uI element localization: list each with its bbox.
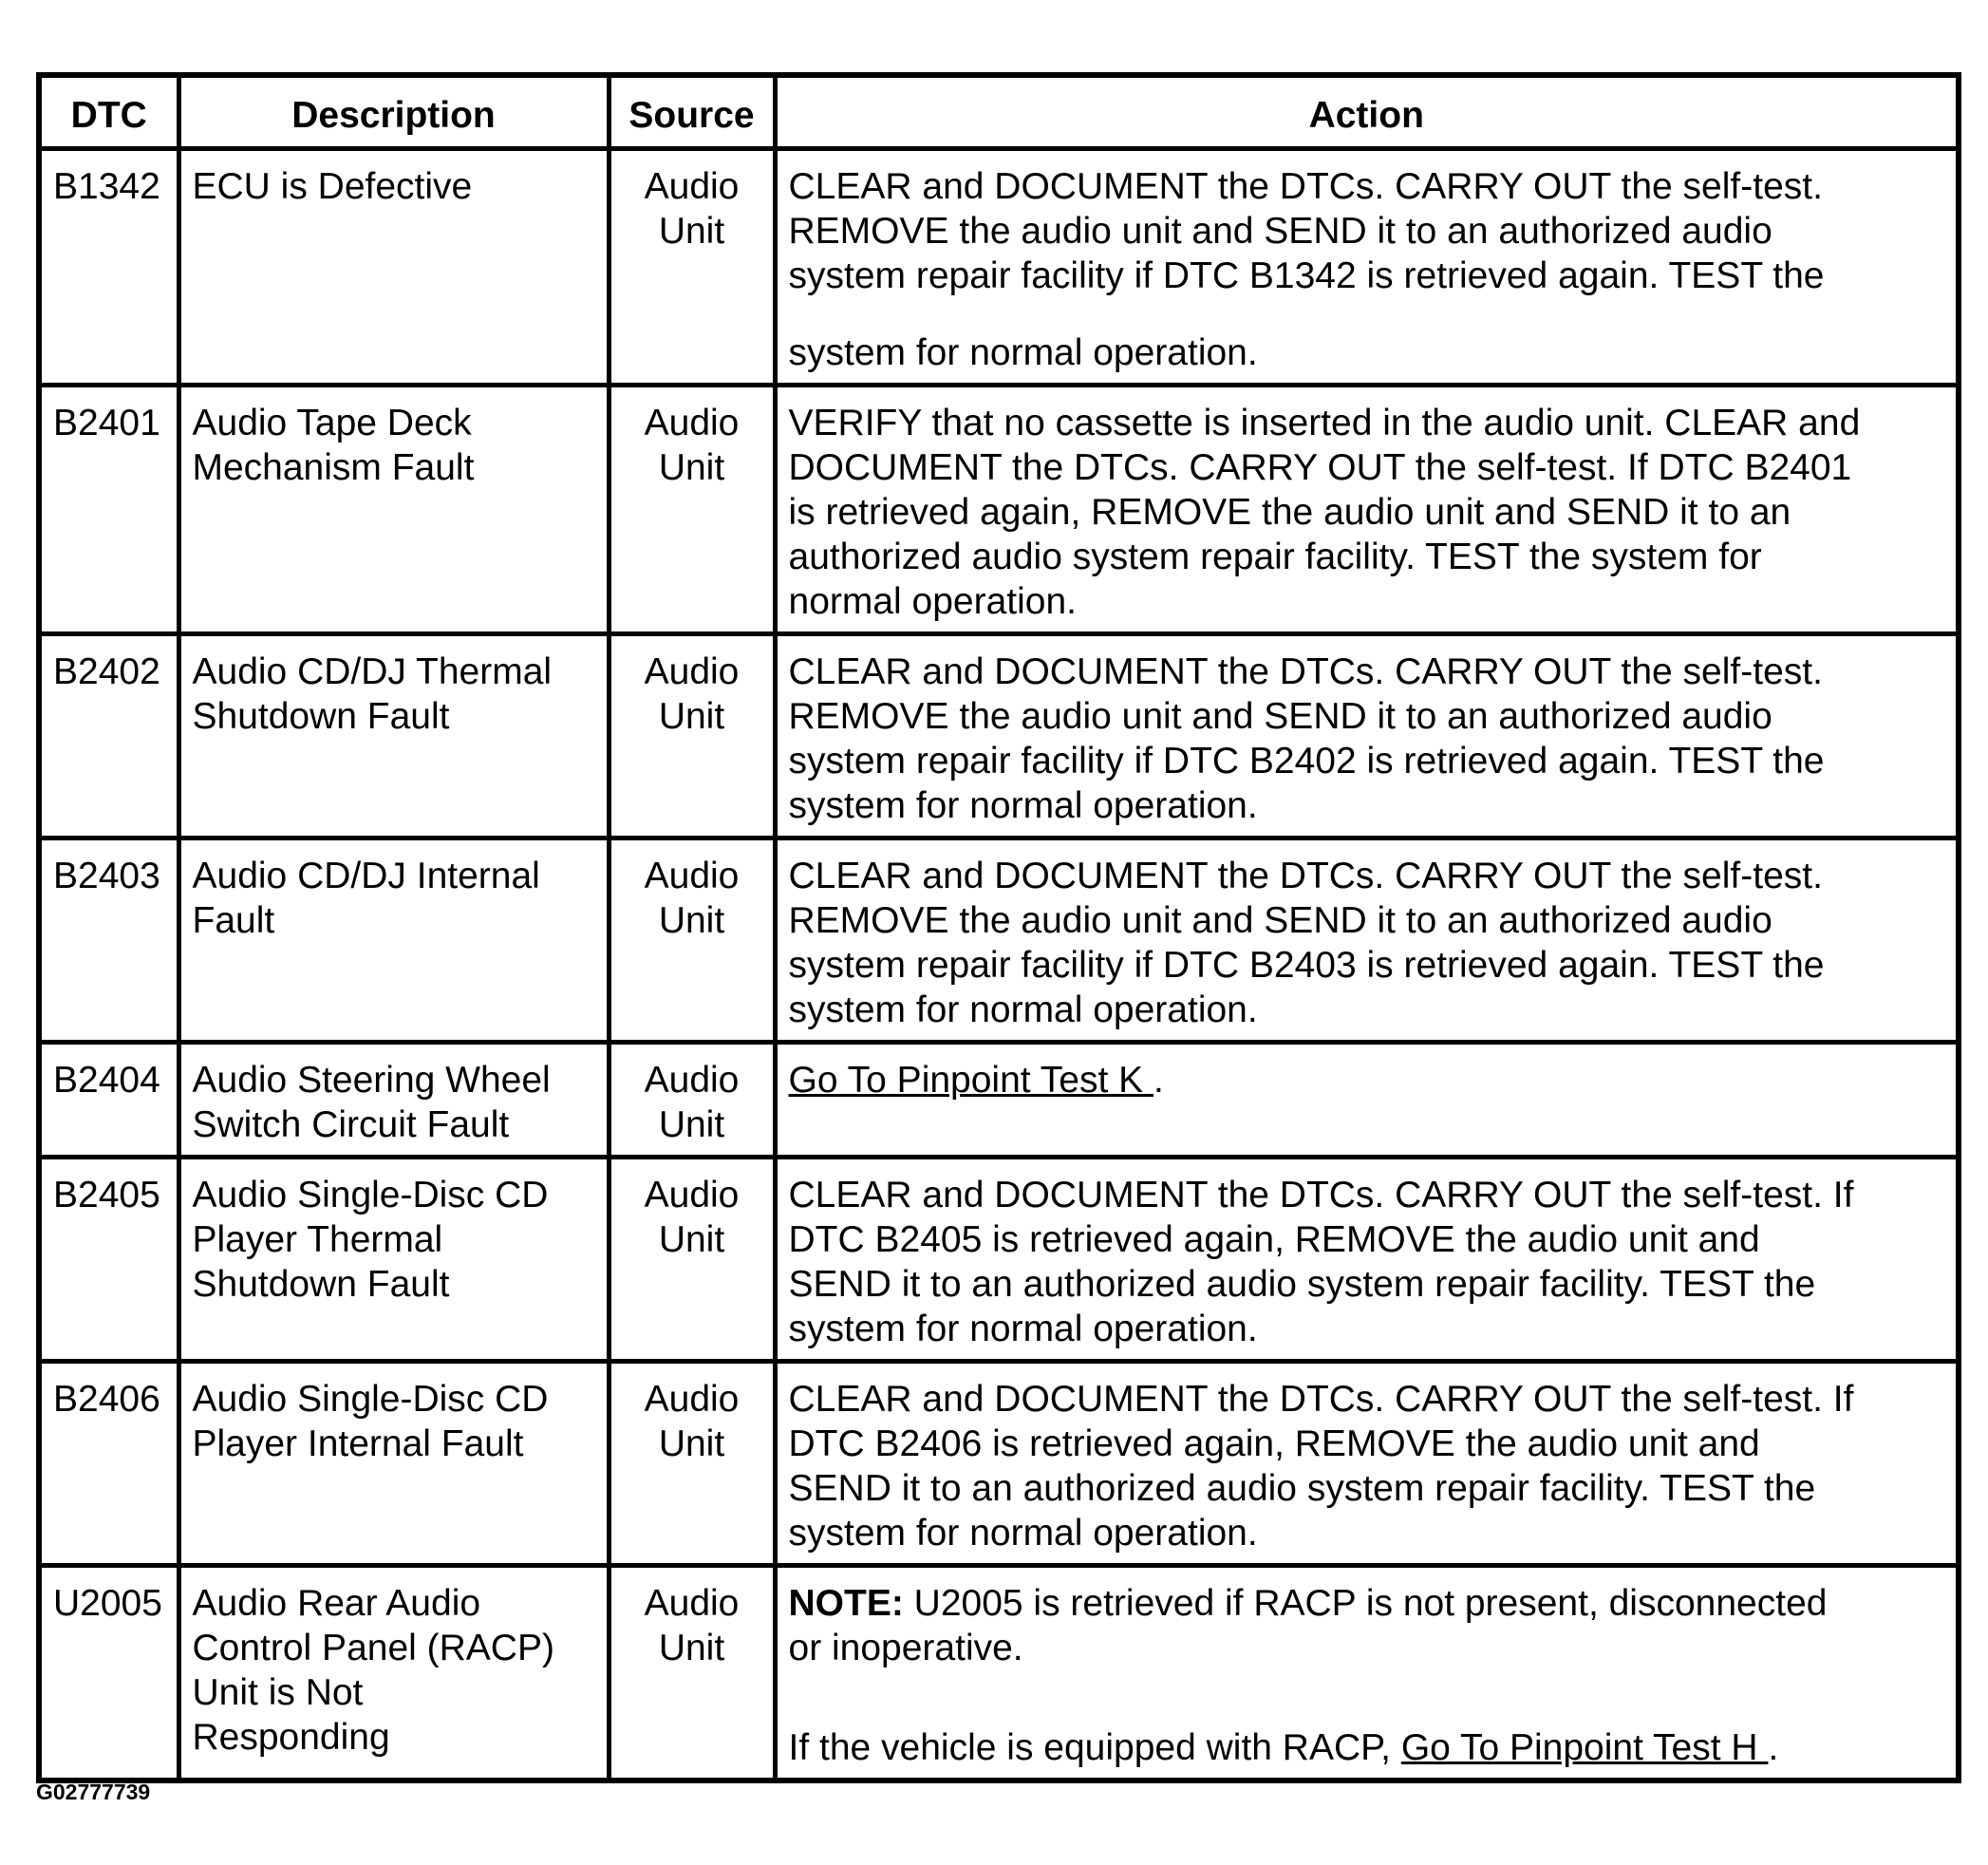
action-line <box>789 1058 1945 1102</box>
dtc-action <box>775 1043 1959 1158</box>
source-line: Audio <box>644 1583 740 1624</box>
dtc-code: B2402 <box>39 634 178 838</box>
dtc-source <box>609 1043 775 1158</box>
dtc-code: B2405 <box>39 1158 178 1362</box>
action-line: REMOVE the audio unit and SEND it to an authorized audio <box>788 211 1772 252</box>
table-row <box>39 1158 1959 1362</box>
dtc-source <box>609 1566 775 1781</box>
dtc-action <box>775 838 1959 1043</box>
dtc-action <box>775 1158 1959 1362</box>
source-line: Unit <box>658 1628 725 1668</box>
table-row <box>39 634 1959 838</box>
dtc-code: B2403 <box>39 838 178 1043</box>
source-line: Audio <box>644 1379 740 1420</box>
description-line: Fault <box>192 900 275 941</box>
dtc-source <box>609 1158 775 1362</box>
description-line: Responding <box>192 1717 390 1758</box>
figure-id: G02777739 <box>36 1780 151 1804</box>
dtc-code: U2005 <box>39 1566 178 1781</box>
source-line: Unit <box>658 1104 725 1145</box>
table-row <box>39 1362 1959 1566</box>
note-line <box>789 1581 1945 1626</box>
action-line: CLEAR and DOCUMENT the DTCs. CARRY OUT the self-test. <box>788 166 1823 207</box>
dtc-source <box>609 386 775 634</box>
action-line: SEND it to an authorized audio system repair facility. TEST the <box>788 1468 1816 1509</box>
dtc-source <box>609 634 775 838</box>
action-line: system for normal operation. <box>788 785 1258 826</box>
description-line: Mechanism Fault <box>192 447 475 488</box>
action-suffix: . <box>1768 1727 1779 1768</box>
dtc-table <box>36 72 1961 1783</box>
description-line: Audio Single-Disc CD <box>192 1175 549 1215</box>
dtc-description <box>178 1362 609 1566</box>
pinpoint-test-k-link[interactable]: Go To Pinpoint Test K <box>788 1060 1153 1101</box>
note-line: or inoperative. <box>788 1628 1023 1668</box>
source-line: Audio <box>644 1060 740 1101</box>
table-row <box>39 1043 1959 1158</box>
source-line: Unit <box>658 211 725 252</box>
action-line: CLEAR and DOCUMENT the DTCs. CARRY OUT the self-test. <box>788 856 1823 896</box>
action-line: DOCUMENT the DTCs. CARRY OUT the self-test. If DTC B2401 <box>788 447 1852 488</box>
dtc-code: B1342 <box>39 149 178 386</box>
action-line: DTC B2405 is retrieved again, REMOVE the audio unit and <box>788 1219 1760 1260</box>
description-line: Audio Rear Audio <box>192 1583 481 1624</box>
action-line: system for normal operation. <box>788 1513 1258 1554</box>
action-line: REMOVE the audio unit and SEND it to an authorized audio <box>788 900 1772 941</box>
dtc-action <box>775 386 1959 634</box>
action-line: authorized audio system repair facility. TEST the system for <box>788 537 1762 577</box>
dtc-description <box>178 1566 609 1781</box>
dtc-description <box>178 634 609 838</box>
source-line: Audio <box>644 1175 740 1215</box>
description-line: Shutdown Fault <box>192 1264 450 1305</box>
action-line: system repair facility if DTC B2403 is retrieved again. TEST the <box>788 945 1825 986</box>
dtc-action <box>775 634 1959 838</box>
table-row <box>39 386 1959 634</box>
dtc-description <box>178 1158 609 1362</box>
pinpoint-test-h-link[interactable]: Go To Pinpoint Test H <box>1400 1727 1769 1768</box>
dtc-source <box>609 149 775 386</box>
source-line: Audio <box>644 166 740 207</box>
action-line: CLEAR and DOCUMENT the DTCs. CARRY OUT the self-test. If <box>788 1175 1854 1215</box>
description-line: Unit is Not <box>192 1672 364 1713</box>
dtc-action <box>775 149 1959 386</box>
source-line: Unit <box>658 900 725 941</box>
action-line: system repair facility if DTC B1342 is retrieved again. TEST the <box>788 255 1825 296</box>
action-line: DTC B2406 is retrieved again, REMOVE the audio unit and <box>788 1423 1760 1464</box>
dtc-description <box>178 838 609 1043</box>
spacer <box>789 298 1945 330</box>
table-row <box>39 838 1959 1043</box>
action-line: CLEAR and DOCUMENT the DTCs. CARRY OUT the self-test. If <box>788 1379 1854 1420</box>
header-source: Source <box>609 75 775 149</box>
dtc-action <box>775 1566 1959 1781</box>
dtc-source <box>609 1362 775 1566</box>
action-suffix: . <box>1153 1060 1164 1101</box>
table-header-row <box>39 75 1959 149</box>
action-line: REMOVE the audio unit and SEND it to an authorized audio <box>788 696 1772 737</box>
action-line: system for normal operation. <box>788 1309 1258 1349</box>
source-line: Audio <box>644 403 740 443</box>
description-line: Player Thermal <box>192 1219 443 1260</box>
action-line: system for normal operation. <box>788 989 1258 1030</box>
dtc-description <box>178 1043 609 1158</box>
description-line: Audio CD/DJ Thermal <box>192 651 553 692</box>
action-line: SEND it to an authorized audio system repair facility. TEST the <box>788 1264 1816 1305</box>
header-description: Description <box>178 75 609 149</box>
source-line: Unit <box>658 696 725 737</box>
source-line: Audio <box>644 856 740 896</box>
action-line: system repair facility if DTC B2402 is retrieved again. TEST the <box>788 741 1825 782</box>
action-line: CLEAR and DOCUMENT the DTCs. CARRY OUT the self-test. <box>788 651 1823 692</box>
description-line: Audio Single-Disc CD <box>192 1379 549 1420</box>
description-line: Player Internal Fault <box>192 1423 524 1464</box>
source-line: Audio <box>644 651 740 692</box>
action-line: normal operation. <box>788 581 1078 622</box>
dtc-description <box>178 149 609 386</box>
source-line: Unit <box>658 1423 725 1464</box>
dtc-code: B2406 <box>39 1362 178 1566</box>
dtc-source <box>609 838 775 1043</box>
description-line: Audio CD/DJ Internal <box>192 856 540 896</box>
header-dtc: DTC <box>39 75 178 149</box>
note-label: NOTE: <box>788 1583 904 1624</box>
action-prefix: If the vehicle is equipped with RACP, <box>788 1727 1401 1768</box>
dtc-code: B2401 <box>39 386 178 634</box>
note-text: U2005 is retrieved if RACP is not present, disconnected <box>903 1583 1828 1624</box>
table-row <box>39 149 1959 386</box>
action-line: VERIFY that no cassette is inserted in the audio unit. CLEAR and <box>788 403 1861 443</box>
table-row <box>39 1566 1959 1781</box>
description-line: ECU is Defective <box>192 166 473 207</box>
description-line: Control Panel (RACP) <box>192 1628 554 1668</box>
action-line <box>789 1725 1945 1770</box>
action-line: is retrieved again, REMOVE the audio unit and SEND it to an <box>788 492 1791 533</box>
source-line: Unit <box>658 447 725 488</box>
source-line: Unit <box>658 1219 725 1260</box>
dtc-description <box>178 386 609 634</box>
action-line: system for normal operation. <box>788 332 1258 373</box>
description-line: Audio Steering Wheel <box>192 1060 551 1101</box>
description-line: Audio Tape Deck <box>192 403 472 443</box>
spacer <box>789 1670 1945 1725</box>
header-action: Action <box>775 75 1959 149</box>
dtc-code: B2404 <box>39 1043 178 1158</box>
description-line: Shutdown Fault <box>192 696 450 737</box>
description-line: Switch Circuit Fault <box>192 1104 510 1145</box>
dtc-action <box>775 1362 1959 1566</box>
